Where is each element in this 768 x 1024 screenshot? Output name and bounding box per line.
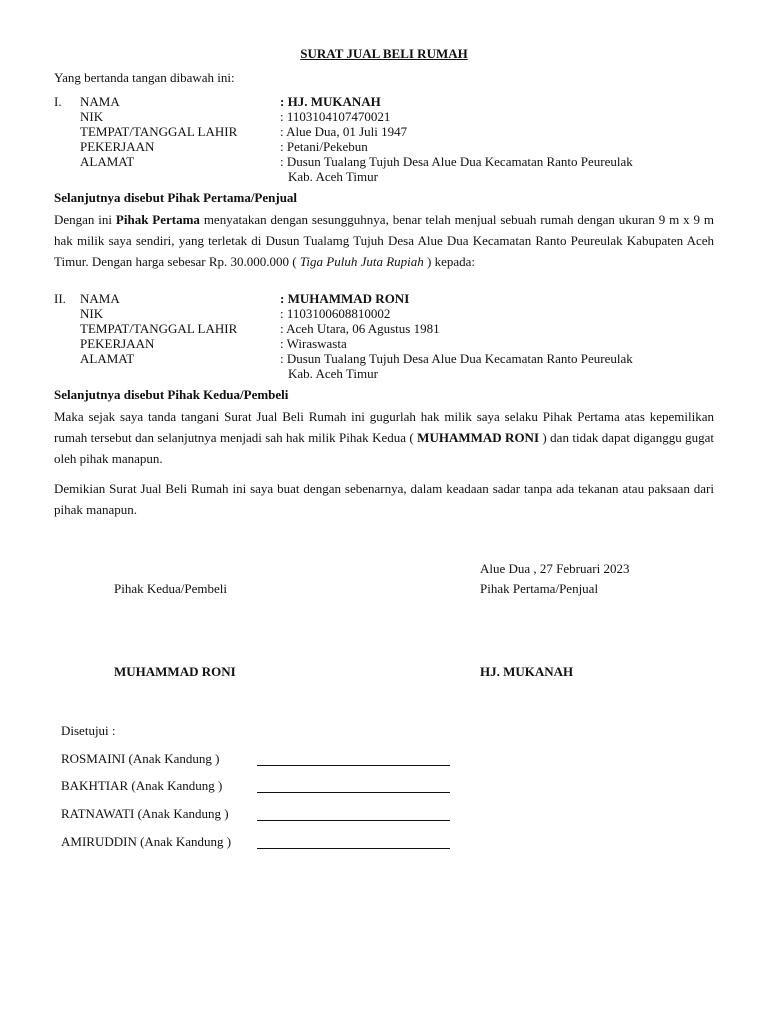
party2-value-birth: : Aceh Utara, 06 Agustus 1981 <box>280 321 440 336</box>
para1-text-c: menyatakan dengan sesungguhnya, benar telah menjual sebuah rumah dengan ukuran 9 m x 9 m hak milik saya sendiri, yang terletak di Dusun Tualamg Tujuh Desa Alue Dua Kecamatan Ranto Peureulak Kabupaten Aceh Timur. Dengan harga sebesar Rp. 30.000.000 ( <box>54 212 714 269</box>
signature-left-name: MUHAMMAD RONI <box>114 664 236 679</box>
document-title: SURAT JUAL BELI RUMAH <box>300 46 468 61</box>
approval-heading: Disetujui : <box>61 723 116 738</box>
signature-left-role: Pihak Kedua/Pembeli <box>114 581 228 596</box>
witness-signature-line <box>257 765 450 766</box>
signature-right-role: Pihak Pertama/Penjual <box>480 581 599 596</box>
witness-name: RATNAWATI (Anak Kandung ) <box>61 806 229 821</box>
party1-address-row <box>54 154 714 169</box>
witness-name: ROSMAINI (Anak Kandung ) <box>61 751 220 766</box>
witness-name: BAKHTIAR (Anak Kandung ) <box>61 778 223 793</box>
party1-label-nik: NIK <box>80 109 104 124</box>
party1-value-name: : HJ. MUKANAH <box>280 94 381 109</box>
witness-signature-line <box>257 792 450 793</box>
para1-text-bold: Pihak Pertama <box>115 212 200 227</box>
party2-label-name: NAMA <box>80 291 120 306</box>
party-first-block <box>54 94 714 184</box>
party1-label-birth: TEMPAT/TANGGAL LAHIR <box>80 124 238 139</box>
party1-birth-row <box>54 124 714 139</box>
intro-text: Yang bertanda tangan dibawah ini: <box>54 70 235 85</box>
party1-label-job: PEKERJAAN <box>80 139 155 154</box>
party1-label-name: NAMA <box>80 94 120 109</box>
party1-job-row <box>54 139 714 154</box>
party2-value-nik: : 1103100608810002 <box>280 306 391 321</box>
party2-value-job: : Wiraswasta <box>280 336 347 351</box>
witness-signature-line <box>257 848 450 849</box>
witness-name: AMIRUDDIN (Anak Kandung ) <box>61 834 232 849</box>
party1-label-address: ALAMAT <box>80 154 135 169</box>
party-second-block <box>54 291 714 381</box>
party2-designation: Selanjutnya disebut Pihak Kedua/Pembeli <box>54 387 289 402</box>
party2-number: II. <box>54 291 66 306</box>
party2-name-row <box>54 291 714 306</box>
party2-nik-row <box>54 306 714 321</box>
party1-number: I. <box>54 94 62 109</box>
party2-value-address-2: Kab. Aceh Timur <box>288 366 378 381</box>
party2-address-row <box>54 351 714 366</box>
paragraph-sale-statement <box>54 209 714 272</box>
party1-value-address: : Dusun Tualang Tujuh Desa Alue Dua Kecamatan Ranto Peureulak <box>280 154 633 169</box>
paragraph-ownership-transfer <box>54 406 714 469</box>
witness-signature-line <box>257 820 450 821</box>
party1-value-nik: : 1103104107470021 <box>280 109 391 124</box>
party1-designation: Selanjutnya disebut Pihak Pertama/Penjual <box>54 190 298 205</box>
paragraph-closing: Demikian Surat Jual Beli Rumah ini saya buat dengan sebenarnya, dalam keadaan sadar tanpa ada tekanan atau paksaan dari pihak manapun. <box>54 481 714 517</box>
party1-value-birth: : Alue Dua, 01 Juli 1947 <box>280 124 408 139</box>
party2-label-job: PEKERJAAN <box>80 336 155 351</box>
party2-address-row-2 <box>54 366 714 381</box>
place-date: Alue Dua , 27 Februari 2023 <box>480 561 630 576</box>
signature-right-name: HJ. MUKANAH <box>480 664 574 679</box>
party1-name-row <box>54 94 714 109</box>
para2-text-bold: MUHAMMAD RONI <box>417 430 540 445</box>
para1-text-italic: Tiga Puluh Juta Rupiah <box>299 254 424 269</box>
party1-nik-row <box>54 109 714 124</box>
party1-address-row-2 <box>54 169 714 184</box>
party1-value-address-2: Kab. Aceh Timur <box>288 169 378 184</box>
party2-job-row <box>54 336 714 351</box>
party2-label-nik: NIK <box>80 306 104 321</box>
para1-text-e: ) kepada: <box>423 254 476 269</box>
para2-text-a: Maka sejak saya tanda tangani Surat Jual Beli Rumah ini gugurlah hak milik saya selaku Pihak Pertama atas kepemilikan rumah tersebut dan selanjutnya menjadi sah hak milik Pihak Kedua ( <box>54 409 714 445</box>
party2-birth-row <box>54 321 714 336</box>
para1-text-a: Dengan ini <box>54 212 116 227</box>
party2-value-address: : Dusun Tualang Tujuh Desa Alue Dua Kecamatan Ranto Peureulak <box>280 351 633 366</box>
party1-value-job: : Petani/Pekebun <box>280 139 368 154</box>
party2-label-birth: TEMPAT/TANGGAL LAHIR <box>80 321 238 336</box>
party2-label-address: ALAMAT <box>80 351 135 366</box>
party2-value-name: : MUHAMMAD RONI <box>280 291 410 306</box>
para2-text-c: ) dan tidak dapat diganggu gugat oleh pihak manapun. <box>54 430 714 466</box>
